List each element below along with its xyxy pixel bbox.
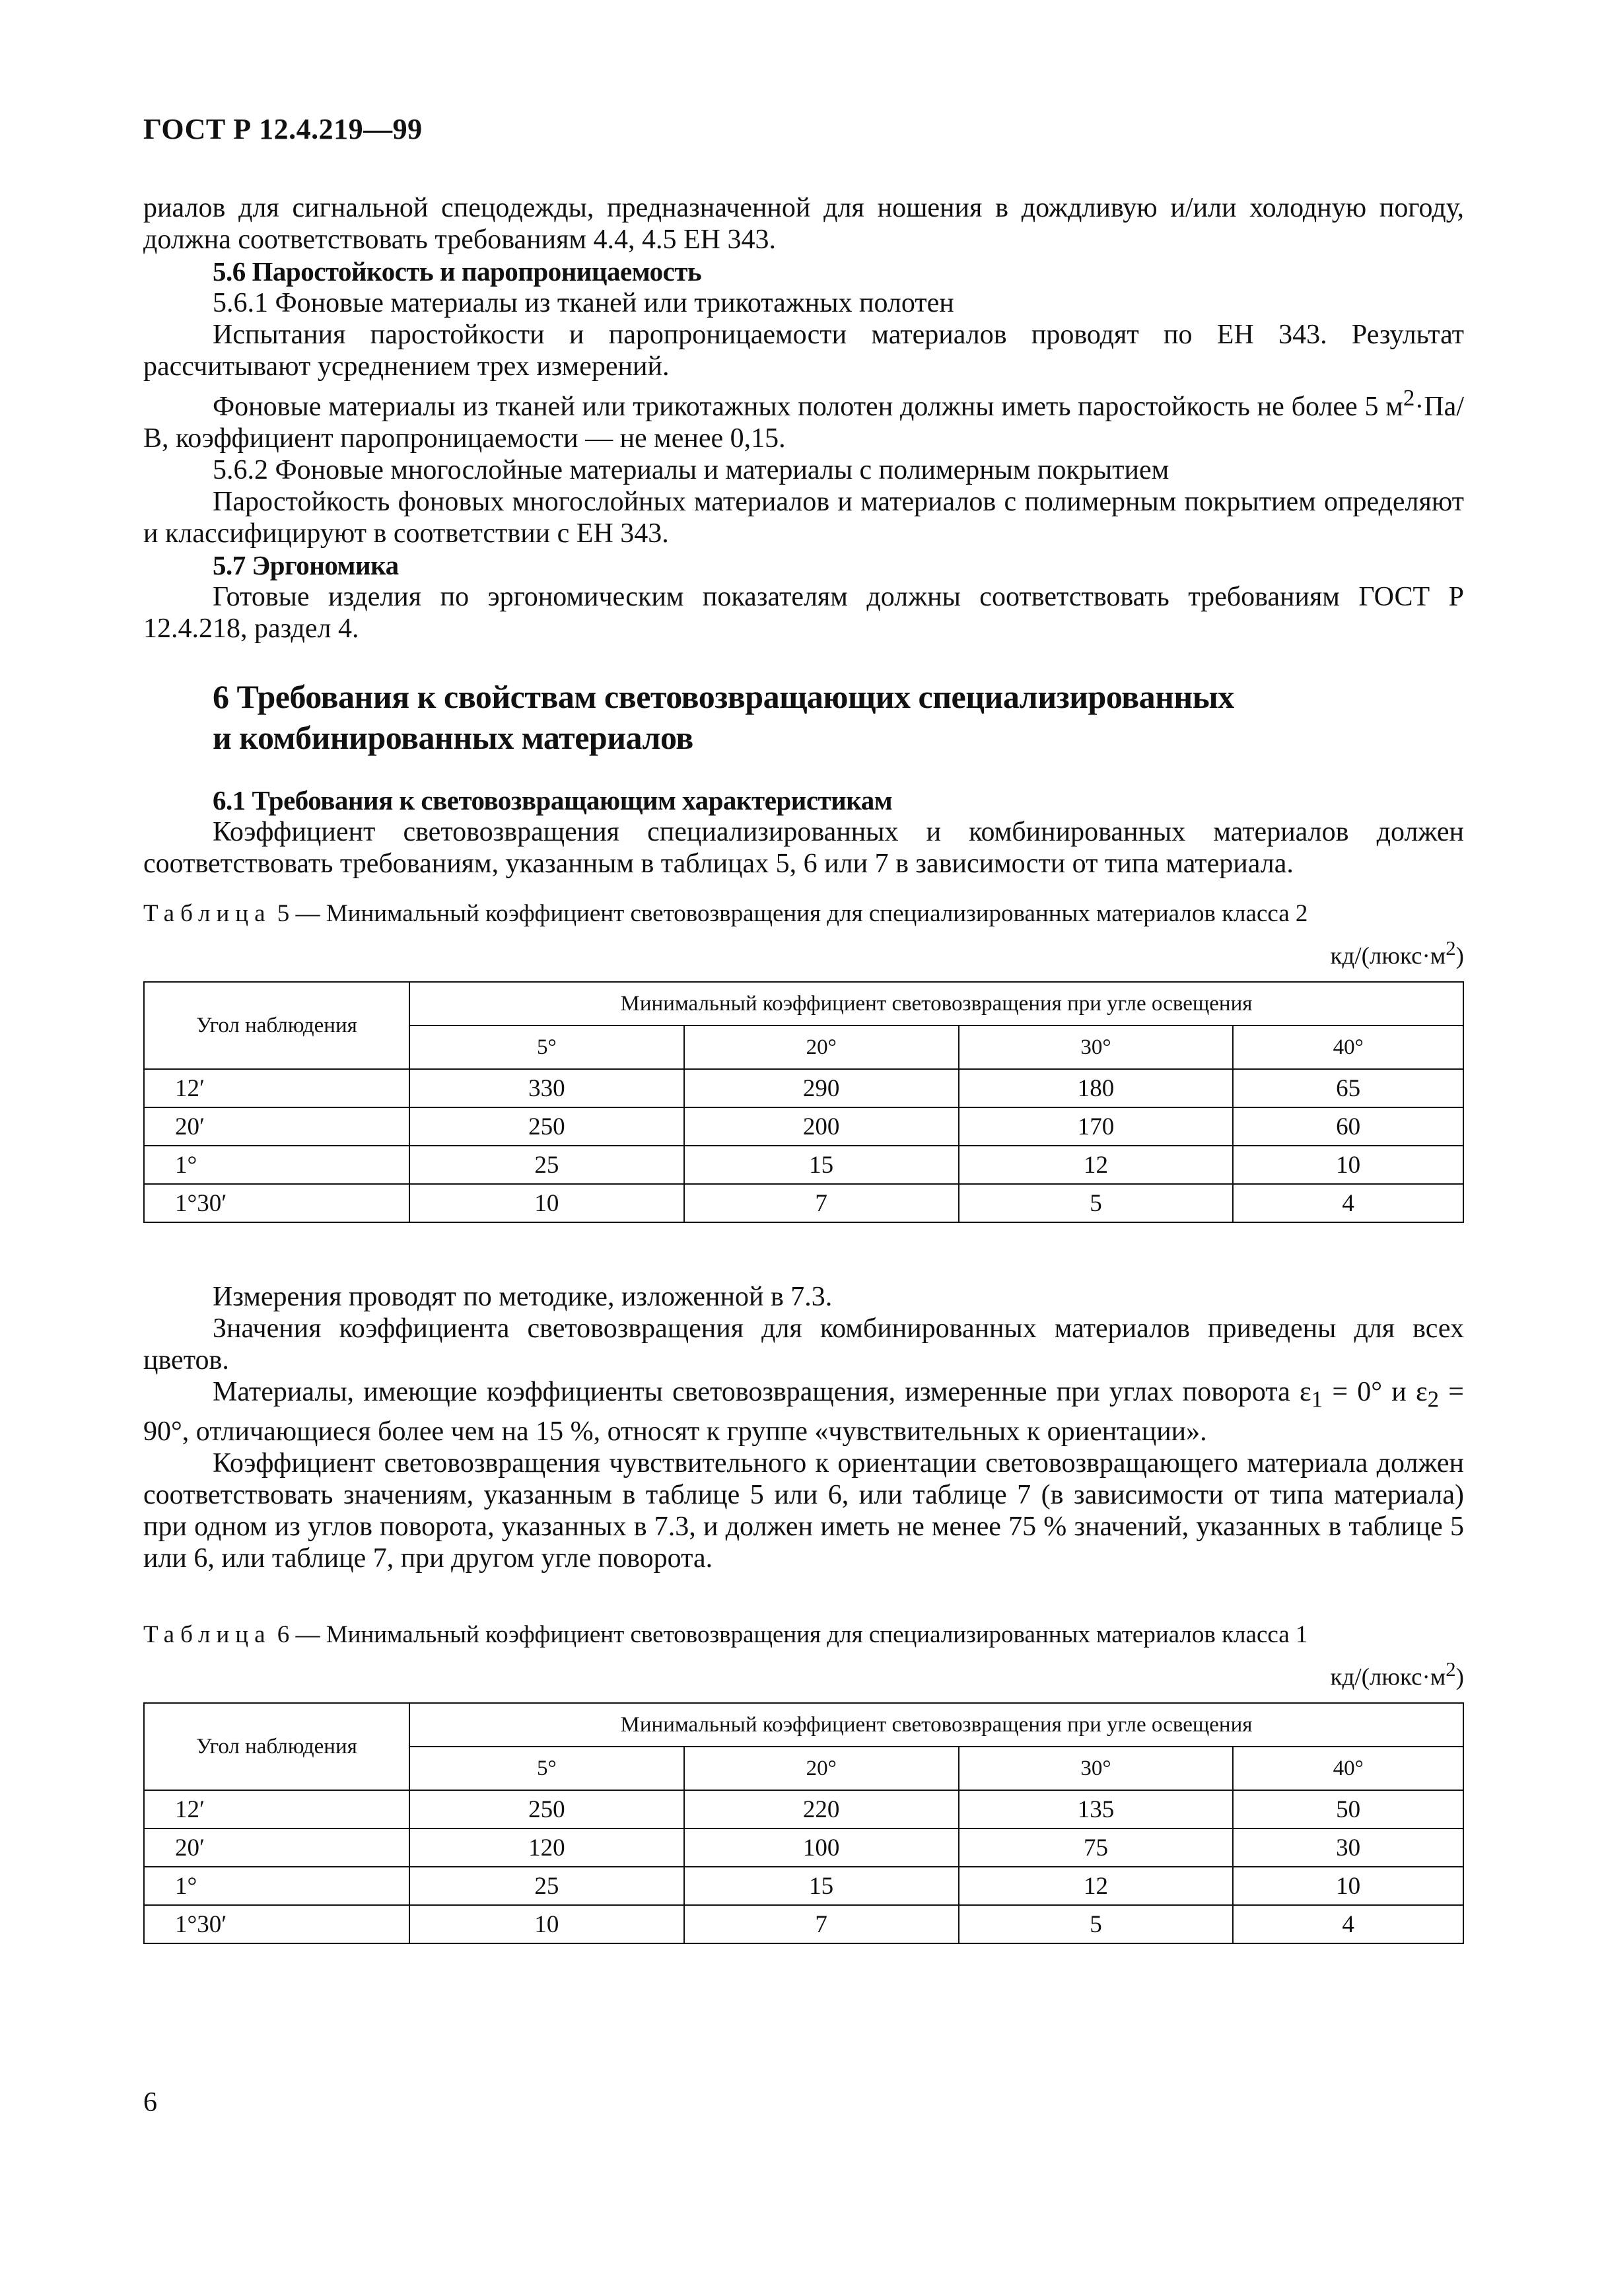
subsection-5-7-title: 5.7 Эргономика <box>213 550 399 580</box>
table-header-angle: 20° <box>684 1026 959 1069</box>
paragraph-5-6-1-requirements <box>143 382 1464 454</box>
paragraph-5-6-2: Паростойкость фоновых многослойных материалов и материалов с полимерным покрытием определяют и классифицируют в соответствии с ЕН 343. <box>143 487 1464 549</box>
page-number: 6 <box>143 2087 157 2118</box>
table-cell: 120 <box>409 1828 684 1867</box>
table-header-angle: 40° <box>1233 1026 1463 1069</box>
table-row <box>144 1828 1463 1867</box>
table-cell: 135 <box>959 1790 1234 1828</box>
table-cell: 75 <box>959 1828 1234 1867</box>
table-cell: 170 <box>959 1107 1234 1146</box>
table-cell: 65 <box>1233 1069 1463 1107</box>
table-header-angle: 40° <box>1233 1747 1463 1790</box>
unit-superscript: 2 <box>1446 1657 1456 1681</box>
table-row <box>144 1184 1463 1222</box>
paragraph-orientation-sensitive: Коэффициент световозвращения чувствительного к ориентации световозвращающего материала должен соответствовать значениям, указанным в таблице 5 или 6, или таблице 7 (в зависимости от типа материала) при одном из углов поворота, указанных в 7.3, и должен иметь не менее 75 % значений, указанных в таблице 5 или 6, или таблице 7, при другом угле поворота. <box>143 1447 1464 1574</box>
table-5-unit <box>143 934 1464 971</box>
text-fragment: Фоновые материалы из тканей или трикотажных полотен должны иметь паростойкость не более 5 м <box>213 392 1403 422</box>
table-cell: 10 <box>409 1184 684 1222</box>
subsection-5-6-title: 5.6 Паростойкость и паропроницаемость <box>213 256 702 287</box>
text-fragment: ·Па/В, коэффициент паропроницаемости — не менее 0,15. <box>143 392 1464 454</box>
table-cell: 220 <box>684 1790 959 1828</box>
table-cell: 290 <box>684 1069 959 1107</box>
table-row <box>144 1867 1463 1905</box>
section-6-title-line1: 6 Требования к свойствам световозвращающих специализированных <box>213 678 1234 715</box>
table-cell: 5 <box>959 1905 1234 1943</box>
table-cell: 12 <box>959 1867 1234 1905</box>
table-row <box>144 1069 1463 1107</box>
table-5-caption-text: 5 — Минимальный коэффициент световозвращения для специализированных материалов класса 2 <box>271 900 1308 927</box>
superscript: 2 <box>1403 385 1415 411</box>
table-header-angle: 30° <box>959 1026 1234 1069</box>
table-cell: 10 <box>409 1905 684 1943</box>
subsection-5-6-1-title: 5.6.1 Фоновые материалы из тканей или трикотажных полотен <box>213 288 954 318</box>
paragraph-6-1: Коэффициент световозвращения специализированных и комбинированных материалов должен соответствовать требованиям, указанным в таблицах 5, 6 или 7 в зависимости от типа материала. <box>143 817 1464 879</box>
paragraph-continued: риалов для сигнальной спецодежды, предназначенной для ношения в дождливую и/или холодную погоду, должна соответствовать требованиям 4.4, 4.5 ЕН 343. <box>143 193 1464 255</box>
unit-text: кд/(люкс·м <box>1330 1663 1446 1691</box>
table-cell: 250 <box>409 1107 684 1146</box>
table-5 <box>143 981 1464 1223</box>
table-cell-angle: 1°30′ <box>144 1184 409 1222</box>
table-cell-angle: 20′ <box>144 1828 409 1867</box>
table-row <box>144 1107 1463 1146</box>
table-6-caption-word: Таблица <box>143 1620 271 1648</box>
table-cell: 4 <box>1233 1184 1463 1222</box>
document-header: ГОСТ Р 12.4.219—99 <box>143 113 423 145</box>
table-cell: 180 <box>959 1069 1234 1107</box>
table-cell-angle: 20′ <box>144 1107 409 1146</box>
table-row <box>144 1790 1463 1828</box>
table-6-caption-text: 6 — Минимальный коэффициент световозвращения для специализированных материалов класса 1 <box>271 1620 1308 1648</box>
unit-superscript: 2 <box>1446 937 1456 959</box>
table-cell: 7 <box>684 1905 959 1943</box>
table-header-observation-angle: Угол наблюдения <box>144 982 409 1069</box>
table-cell-angle: 1° <box>144 1867 409 1905</box>
table-cell: 12 <box>959 1146 1234 1184</box>
subscript: 1 <box>1311 1386 1323 1412</box>
table-cell: 5 <box>959 1184 1234 1222</box>
table-6 <box>143 1702 1464 1944</box>
table-cell-angle: 12′ <box>144 1790 409 1828</box>
paragraph-5-7: Готовые изделия по эргономическим показателям должны соответствовать требованиям ГОСТ Р 12.4.218, раздел 4. <box>143 582 1464 644</box>
table-cell-angle: 12′ <box>144 1069 409 1107</box>
table-header-angle: 5° <box>409 1026 684 1069</box>
table-6-caption <box>143 1620 1464 1650</box>
table-row <box>144 1905 1463 1943</box>
text-fragment: = 0° и ε <box>1323 1377 1428 1408</box>
table-cell: 330 <box>409 1069 684 1107</box>
paragraph-orientation <box>143 1376 1464 1447</box>
table-cell: 7 <box>684 1184 959 1222</box>
section-6-title-line2: и комбинированных материалов <box>213 719 693 756</box>
table-5-caption <box>143 899 1464 928</box>
text-fragment: = 90°, отличающиеся более чем на 15 %, относят к группе «чувствительных к ориентации». <box>143 1377 1464 1447</box>
section-6-title <box>143 676 1464 758</box>
table-header-angle: 5° <box>409 1747 684 1790</box>
table-6-unit <box>143 1655 1464 1692</box>
table-cell: 250 <box>409 1790 684 1828</box>
table-cell: 25 <box>409 1146 684 1184</box>
table-header-group: Минимальный коэффициент световозвращения при угле освещения <box>409 1703 1463 1747</box>
table-cell: 100 <box>684 1828 959 1867</box>
table-cell-angle: 1°30′ <box>144 1905 409 1943</box>
unit-text: ) <box>1455 1663 1464 1691</box>
text-fragment: Материалы, имеющие коэффициенты световозвращения, измеренные при углах поворота ε <box>213 1377 1311 1408</box>
table-row <box>144 1146 1463 1184</box>
subsection-5-6-2-title: 5.6.2 Фоновые многослойные материалы и материалы с полимерным покрытием <box>213 455 1169 485</box>
table-header-angle: 30° <box>959 1747 1234 1790</box>
paragraph-combined-values: Значения коэффициента световозвращения для комбинированных материалов приведены для всех цветов. <box>143 1313 1464 1376</box>
table-cell: 30 <box>1233 1828 1463 1867</box>
paragraph-measurements: Измерения проводят по методике, изложенной в 7.3. <box>213 1282 833 1313</box>
subsection-6-1-title: 6.1 Требования к световозвращающим характеристикам <box>213 785 893 816</box>
table-header-group: Минимальный коэффициент световозвращения при угле освещения <box>409 982 1463 1026</box>
unit-text: ) <box>1455 942 1464 970</box>
table-5-caption-word: Таблица <box>143 900 271 927</box>
subscript: 2 <box>1427 1386 1440 1412</box>
table-cell: 200 <box>684 1107 959 1146</box>
table-header-observation-angle: Угол наблюдения <box>144 1703 409 1790</box>
table-cell: 4 <box>1233 1905 1463 1943</box>
table-cell: 50 <box>1233 1790 1463 1828</box>
table-header-angle: 20° <box>684 1747 959 1790</box>
table-cell: 10 <box>1233 1867 1463 1905</box>
table-cell: 60 <box>1233 1107 1463 1146</box>
table-cell: 15 <box>684 1146 959 1184</box>
paragraph-5-6-1-tests: Испытания паростойкости и паропроницаемости материалов проводят по ЕН 343. Результат рассчитывают усреднением трех измерений. <box>143 320 1464 382</box>
table-cell: 15 <box>684 1867 959 1905</box>
document-page <box>143 112 1464 1944</box>
unit-text: кд/(люкс·м <box>1330 942 1446 970</box>
table-cell-angle: 1° <box>144 1146 409 1184</box>
table-cell: 25 <box>409 1867 684 1905</box>
table-cell: 10 <box>1233 1146 1463 1184</box>
